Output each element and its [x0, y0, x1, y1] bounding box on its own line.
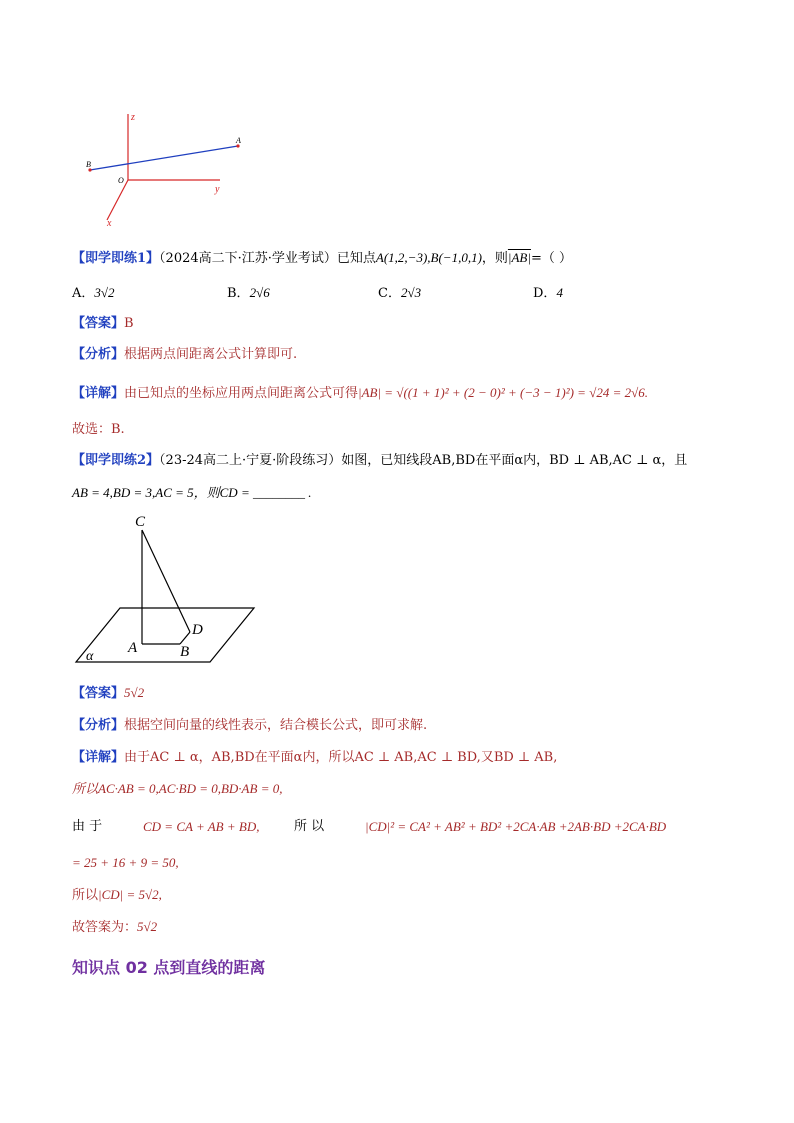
label-o: O [118, 176, 124, 185]
q2-stem-line1 [72, 452, 687, 470]
q1-answer [72, 315, 134, 333]
q2-detail-line6 [72, 918, 157, 937]
q2-detail-line3 [72, 818, 102, 836]
label-a: A [128, 640, 138, 656]
q2-detail-line2 [72, 780, 282, 799]
plane-alpha [76, 608, 254, 662]
q1-ask: ，则 [481, 251, 508, 266]
detail-text: 由已知点的坐标应用两点间距离公式可得 [124, 386, 359, 401]
q2-stem-line2 [72, 484, 311, 503]
q1-paren: =（ ） [530, 251, 572, 266]
plane-figure [68, 512, 268, 670]
analysis-text: 根据空间向量的线性表示，结合模长公式，即可求解. [124, 718, 428, 733]
q1-conclusion [72, 421, 125, 439]
answer-tag: 【答案】 [72, 316, 125, 331]
detail-formula: |CD| = 5√2, [98, 887, 162, 902]
answer-tag: 【答案】 [72, 686, 125, 701]
q2-detail-line3-formula [143, 818, 259, 837]
label-d: D [192, 622, 203, 638]
q2-tag: 【即学即练2】 [72, 453, 160, 468]
option-letter: A． [72, 286, 95, 301]
q2-detail-line3-expansion [365, 818, 666, 837]
detail-tag: 【详解】 [72, 750, 125, 765]
axes-figure [80, 108, 260, 228]
label-c: C [135, 514, 146, 530]
detail-formula: |CD|² = CA² + AB² + BD² +2CA·AB +2AB·BD +2CA·BD [365, 819, 667, 834]
q2-detail-line3-word [294, 818, 324, 836]
conclusion-text: 故选：B. [72, 422, 125, 437]
answer-value: B [124, 316, 134, 331]
q1-abs: |AB| [507, 250, 531, 265]
q2-detail-line5 [72, 886, 162, 905]
option-value: 2√6 [249, 285, 270, 300]
q1-tag: 【即学即练1】 [72, 251, 160, 266]
q2-answer [72, 684, 144, 703]
q2-detail-line4 [72, 854, 179, 873]
q1-points: A(1,2,−3),B(−1,0,1) [375, 250, 482, 265]
section-title: 知识点 02 点到直线的距离 [72, 958, 266, 977]
label-b: B [180, 644, 190, 660]
detail-tag: 【详解】 [72, 386, 125, 401]
q1-option-a [72, 284, 115, 303]
q1-option-b [227, 284, 270, 303]
label-alpha: α [86, 649, 94, 664]
detail-text: 故答案为： [72, 920, 138, 935]
detail-formula: CD = CA + AB + BD, [143, 819, 260, 834]
detail-formula: 5√2 [137, 919, 158, 934]
q1-option-c [378, 284, 421, 303]
option-value: 3√2 [94, 285, 115, 300]
q2-text: AB = 4,BD = 3,AC = 5，则CD = ________ . [72, 485, 312, 500]
detail-text: 由 于 [72, 819, 103, 834]
option-letter: C． [378, 286, 401, 301]
label-a: A [236, 136, 241, 145]
option-letter: D． [533, 286, 557, 301]
detail-formula: |AB| = √((1 + 1)² + (2 − 0)² + (−3 − 1)²) = √24 = 2√6. [358, 385, 648, 400]
analysis-text: 根据两点间距离公式计算即可. [124, 347, 298, 362]
q2-detail-line1 [72, 749, 557, 767]
detail-formula: = 25 + 16 + 9 = 50, [72, 855, 179, 870]
label-z: z [131, 112, 135, 123]
label-b: B [86, 160, 91, 169]
q1-option-d [533, 284, 563, 303]
answer-value: 5√2 [124, 685, 145, 700]
option-value: 2√3 [400, 285, 422, 300]
detail-text: 所 以 [294, 819, 325, 834]
q2-text: （23-24高二上·宁夏·阶段练习）如图，已知线段AB,BD在平面α内，BD ⊥ AB,AC ⊥ α，且 [159, 453, 688, 468]
x-axis [107, 180, 128, 220]
option-value: 4 [556, 285, 563, 300]
detail-text: 所以AC·AB = 0,AC·BD = 0,BD·AB = 0, [72, 781, 283, 796]
q1-stem [72, 249, 572, 268]
segment-bd [180, 632, 190, 644]
analysis-tag: 【分析】 [72, 718, 125, 733]
q2-analysis [72, 717, 427, 735]
detail-text: 由于AC ⊥ α，AB,BD在平面α内，所以AC ⊥ AB,AC ⊥ BD,又BD ⊥ AB, [124, 750, 558, 765]
label-y: y [215, 184, 220, 195]
q1-detail [72, 384, 648, 403]
analysis-tag: 【分析】 [72, 347, 125, 362]
segment-cd [142, 530, 190, 632]
label-x: x [107, 218, 112, 228]
q1-source: （2024高二下·江苏·学业考试）已知点 [159, 251, 376, 266]
detail-text: 所以 [72, 888, 99, 903]
segment-ab [90, 146, 238, 170]
q1-analysis [72, 346, 297, 364]
option-letter: B． [227, 286, 250, 301]
